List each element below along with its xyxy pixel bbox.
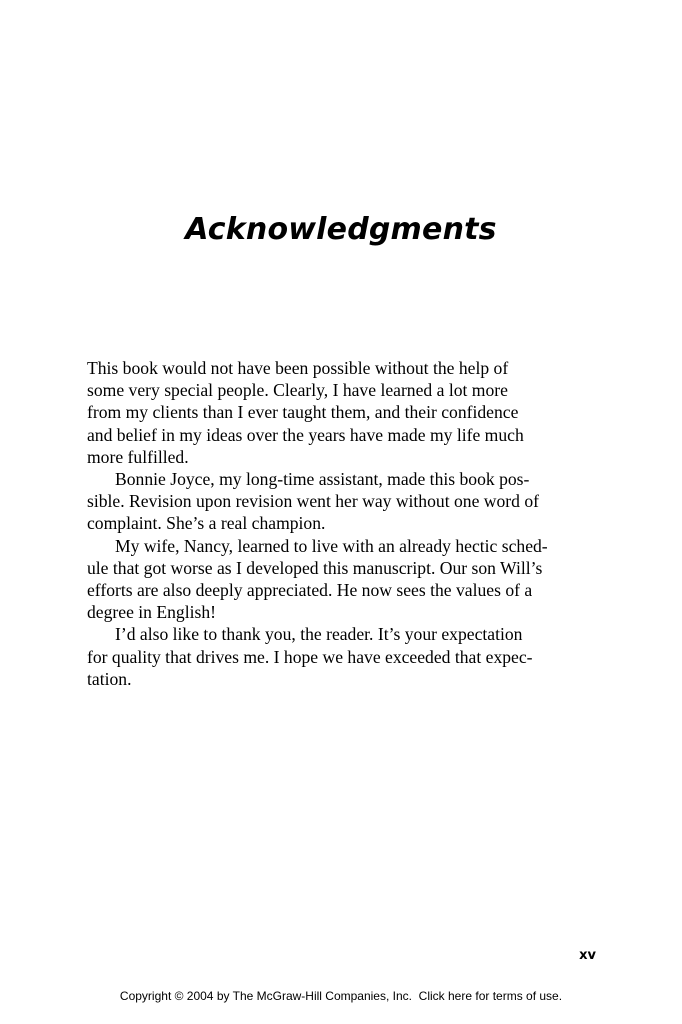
body-line: degree in English! — [87, 602, 216, 623]
copyright-footer — [0, 989, 682, 1003]
body-line: some very special people. Clearly, I have learned a lot more — [87, 380, 508, 401]
acknowledgments-body — [87, 357, 617, 690]
body-line: sible. Revision upon revision went her way without one word of — [87, 491, 539, 512]
body-line: Bonnie Joyce, my long-time assistant, made this book pos- — [115, 469, 530, 490]
body-line: for quality that drives me. I hope we have exceeded that expec- — [87, 646, 533, 667]
body-line: I’d also like to thank you, the reader. It’s your expectation — [115, 624, 523, 645]
body-line: tation. — [87, 668, 132, 689]
page-number: xv — [579, 948, 596, 963]
body-line: complaint. She’s a real champion. — [87, 513, 326, 534]
body-line: and belief in my ideas over the years have made my life much — [87, 424, 524, 445]
body-line: efforts are also deeply appreciated. He now sees the values of a — [87, 580, 533, 601]
body-line: ule that got worse as I developed this manuscript. Our son Will’s — [87, 557, 543, 578]
page-title: Acknowledgments — [185, 212, 497, 247]
body-line: more fulfilled. — [87, 446, 189, 467]
body-line: My wife, Nancy, learned to live with an already hectic sched- — [115, 535, 548, 556]
terms-of-use-link[interactable]: Click here for terms of use. — [418, 989, 563, 1003]
body-line: This book would not have been possible without the help of — [87, 358, 509, 378]
body-line: from my clients than I ever taught them, and their confidence — [87, 402, 519, 423]
copyright-notice: Copyright © 2004 by The McGraw-Hill Companies, Inc. — [119, 989, 412, 1003]
